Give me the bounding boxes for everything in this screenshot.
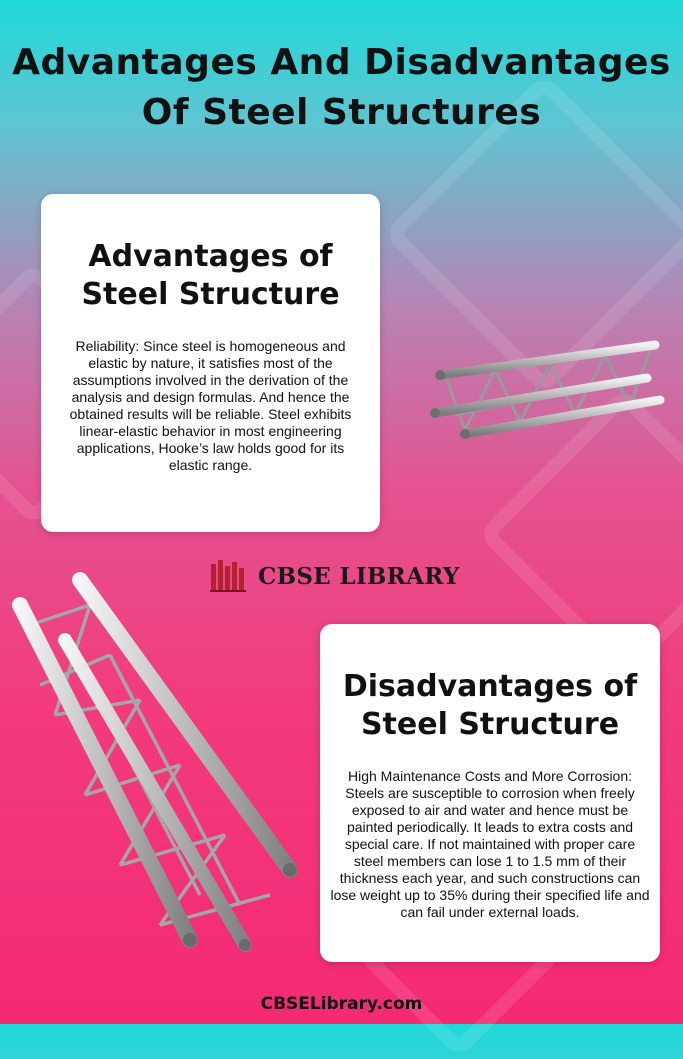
advantages-heading-line2: Steel Structure	[81, 277, 340, 312]
disadvantages-heading	[320, 668, 660, 744]
advantages-card	[41, 194, 380, 532]
advantages-heading-line1: Advantages of	[88, 239, 333, 274]
footer-url[interactable]: CBSELibrary.com	[260, 994, 423, 1014]
disadvantages-text: High Maintenance Costs and More Corrosion: Steels are susceptible to corrosion when freely exposed to air and water and hence must be painted periodically. It leads to extra costs and special care. If not maintained with proper care steel members can lose 1 to 1.5 mm of their thickness each year, and such constructions can lose weight up to 35% during their specified life and can fail under external loads.	[330, 768, 650, 920]
page-title-line1: Advantages And Disadvantages	[12, 42, 671, 83]
page-title-line2: Of Steel Structures	[141, 92, 542, 133]
truss-image-small	[425, 330, 675, 450]
disadvantages-card	[320, 624, 660, 962]
disadvantages-heading-line1: Disadvantages of	[342, 669, 638, 704]
brand-name: CBSE LIBRARY	[258, 562, 460, 590]
truss-image-large	[0, 565, 320, 965]
disadvantages-heading-line2: Steel Structure	[360, 707, 620, 742]
page-title	[0, 38, 683, 138]
advantages-heading	[41, 238, 380, 314]
advantages-text: Reliability: Since steel is homogeneous and elastic by nature, it satisfies most of the assumptions involved in the derivation of the analysis and design formulas. And hence the obtained results will be reliable. Steel exhibits linear-elastic behavior in most engineering applications, Hooke’s law holds good for its elastic range.	[69, 338, 352, 473]
